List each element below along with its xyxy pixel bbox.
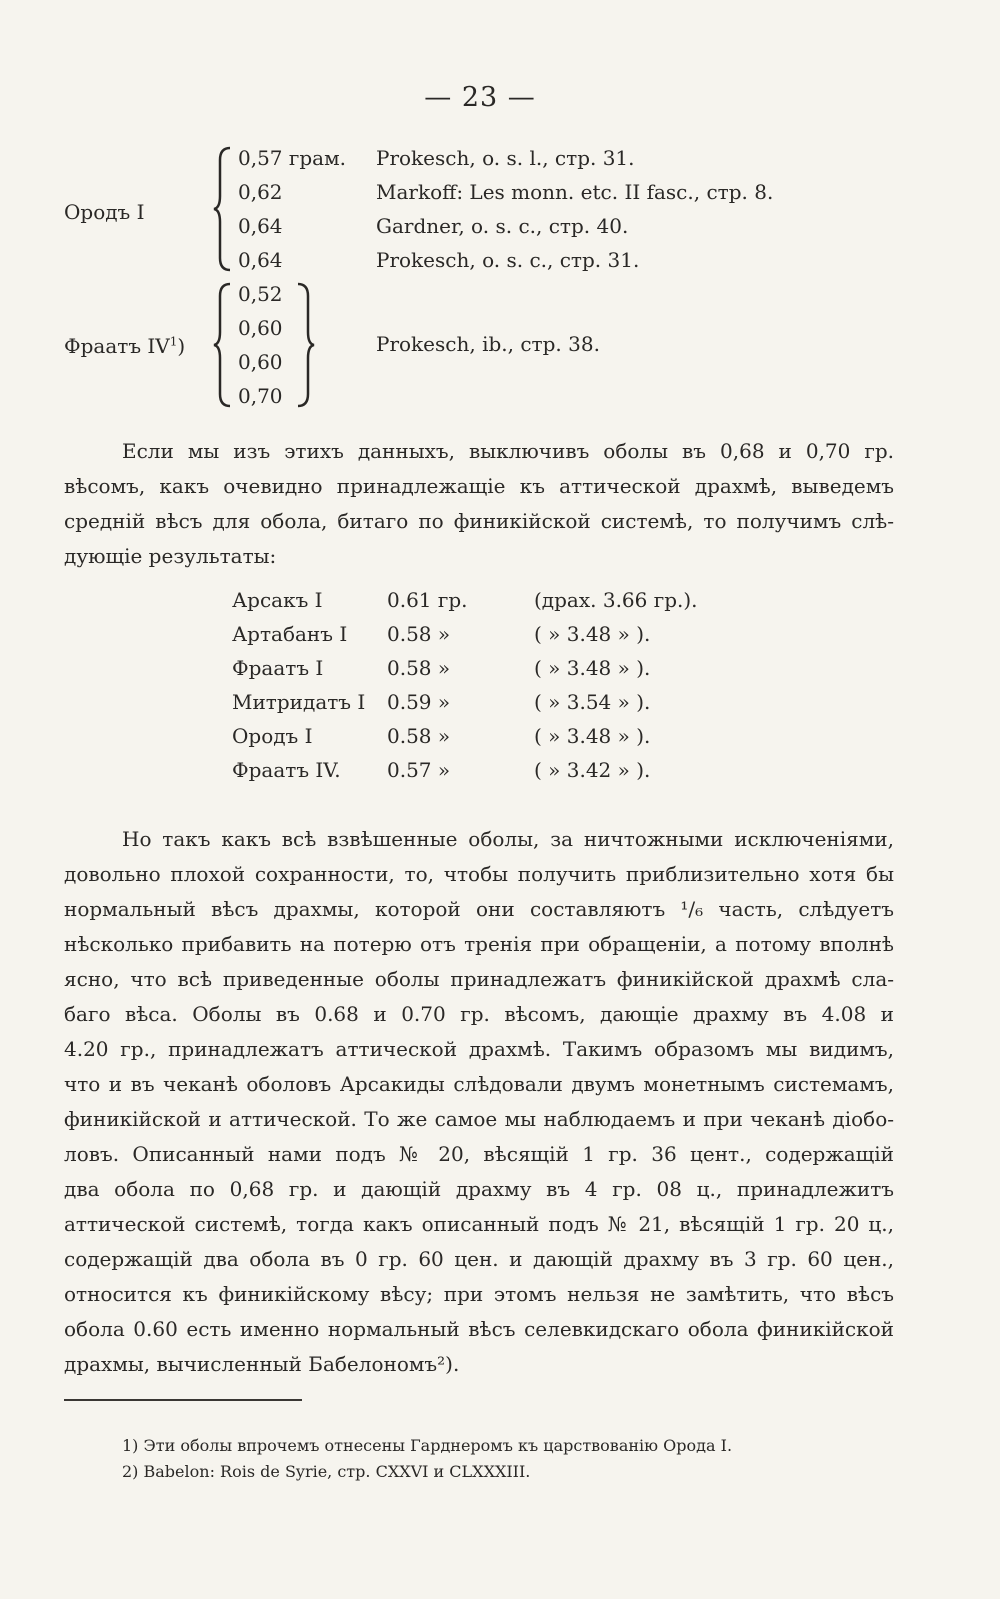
obol-weight: 0.58 » <box>387 724 451 748</box>
fraat-weight: 0,60 <box>238 350 283 374</box>
text-line: относится къ финикійскому вѣсу; при этомъ нельзя не замѣтить, что вѣсъ <box>64 1282 894 1306</box>
obol-weight: 0.58 » <box>387 656 451 680</box>
orod-weight: 0,57 грам. <box>238 146 347 170</box>
orod-source: Prokesch, o. s. l., стр. 31. <box>376 146 635 170</box>
text-line: финикійской и аттической. То же самое мы наблюдаемъ и при чеканѣ діобо- <box>64 1107 894 1131</box>
text-line: ловъ. Описанный нами подъ № 20, вѣсящій 1 гр. 36 цент., содержащій <box>64 1142 894 1166</box>
drachm-weight: ( » 3.54 » ). <box>534 690 651 714</box>
orod-weight: 0,64 <box>238 248 283 272</box>
orod-source: Markoff: Les monn. etc. II fasc., стр. 8. <box>376 180 774 204</box>
footnote-1: 1) Эти оболы впрочемъ отнесены Гарднеромъ къ царствованію Орода I. <box>122 1436 733 1455</box>
text-line: нѣсколько прибавить на потерю отъ тренія при обращеніи, а потому вполнѣ <box>64 932 894 956</box>
text-line: дующіе результаты: <box>64 544 277 568</box>
text-line: среднiй вѣсъ для обола, битаго по финикійской системѣ, то получимъ слѣ- <box>64 509 894 533</box>
drachm-weight: (драх. 3.66 гр.). <box>534 588 698 612</box>
ruler-name: Арсакъ I <box>232 588 323 612</box>
text-line: вѣсомъ, какъ очевидно принадлежащіе къ аттической драхмѣ, выведемъ <box>64 474 894 498</box>
orod-source: Gardner, o. s. c., стр. 40. <box>376 214 629 238</box>
orod-label: Ородъ I <box>64 200 145 224</box>
ruler-name: Артабанъ I <box>232 622 348 646</box>
drachm-weight: ( » 3.48 » ). <box>534 724 651 748</box>
ruler-name: Ородъ I <box>232 724 313 748</box>
text-line: два обола по 0,68 гр. и дающій драхму въ 4 гр. 08 ц., принадлежитъ <box>64 1177 894 1201</box>
text-line: нормальный вѣсъ драхмы, которой они составляютъ ¹/₆ часть, слѣдуетъ <box>64 897 894 921</box>
text-line: Но такъ какъ всѣ взвѣшенные оболы, за ничтожными исключеніями, <box>122 827 894 851</box>
left-brace-icon <box>212 282 238 408</box>
obol-weight: 0.61 гр. <box>387 588 468 612</box>
fraat-source: Prokesch, ib., стр. 38. <box>376 332 600 356</box>
footnote-2: 2) Babelon: Rois de Syrie, стр. CXXVI и CLXXXIII. <box>122 1462 531 1481</box>
page-number: — 23 — <box>424 82 536 113</box>
obol-weight: 0.59 » <box>387 690 451 714</box>
drachm-weight: ( » 3.48 » ). <box>534 622 651 646</box>
footnote-divider <box>64 1399 302 1401</box>
orod-weight: 0,62 <box>238 180 283 204</box>
text-line: что и въ чеканѣ оболовъ Арсакиды слѣдовали двумъ монетнымъ системамъ, <box>64 1072 894 1096</box>
fraat-weight: 0,60 <box>238 316 283 340</box>
text-line: баго вѣса. Оболы въ 0.68 и 0.70 гр. вѣсомъ, дающіе драхму въ 4.08 и <box>64 1002 894 1026</box>
right-brace-icon <box>290 282 316 408</box>
fraat-label: Фраатъ $IV^1$) <box>64 334 186 358</box>
ruler-name: Фраатъ IV. <box>232 758 341 782</box>
drachm-weight: ( » 3.42 » ). <box>534 758 651 782</box>
orod-source: Prokesch, o. s. c., стр. 31. <box>376 248 640 272</box>
paragraph-1 <box>64 434 894 574</box>
text-line: аттической системѣ, тогда какъ описанный подъ № 21, вѣсящій 1 гр. 20 ц., <box>64 1212 894 1236</box>
text-line: 4.20 гр., принадлежатъ аттической драхмѣ. Такимъ образомъ мы видимъ, <box>64 1037 894 1061</box>
fraat-weight: 0,70 <box>238 384 283 408</box>
text-line: довольно плохой сохранности, то, чтобы получить приблизительно хотя бы <box>64 862 894 886</box>
orod-weight: 0,64 <box>238 214 283 238</box>
paragraph-2 <box>64 822 894 1382</box>
left-brace-icon <box>212 146 238 272</box>
ruler-name: Митридатъ I <box>232 690 366 714</box>
text-line: драхмы, вычисленный Бабелономъ²). <box>64 1352 460 1376</box>
drachm-weight: ( » 3.48 » ). <box>534 656 651 680</box>
obol-weight: 0.58 » <box>387 622 451 646</box>
obol-weight: 0.57 » <box>387 758 451 782</box>
fraat-weight: 0,52 <box>238 282 283 306</box>
text-line: ясно, что всѣ приведенные оболы принадлежатъ финикійской драхмѣ сла- <box>64 967 894 991</box>
ruler-name: Фраатъ I <box>232 656 324 680</box>
text-line: содержащій два обола въ 0 гр. 60 цен. и дающій драхму въ 3 гр. 60 цен., <box>64 1247 894 1271</box>
text-line: Если мы изъ этихъ данныхъ, выключивъ оболы въ 0,68 и 0,70 гр. <box>122 439 894 463</box>
text-line: обола 0.60 есть именно нормальный вѣсъ селевкидскаго обола финикійской <box>64 1317 894 1341</box>
